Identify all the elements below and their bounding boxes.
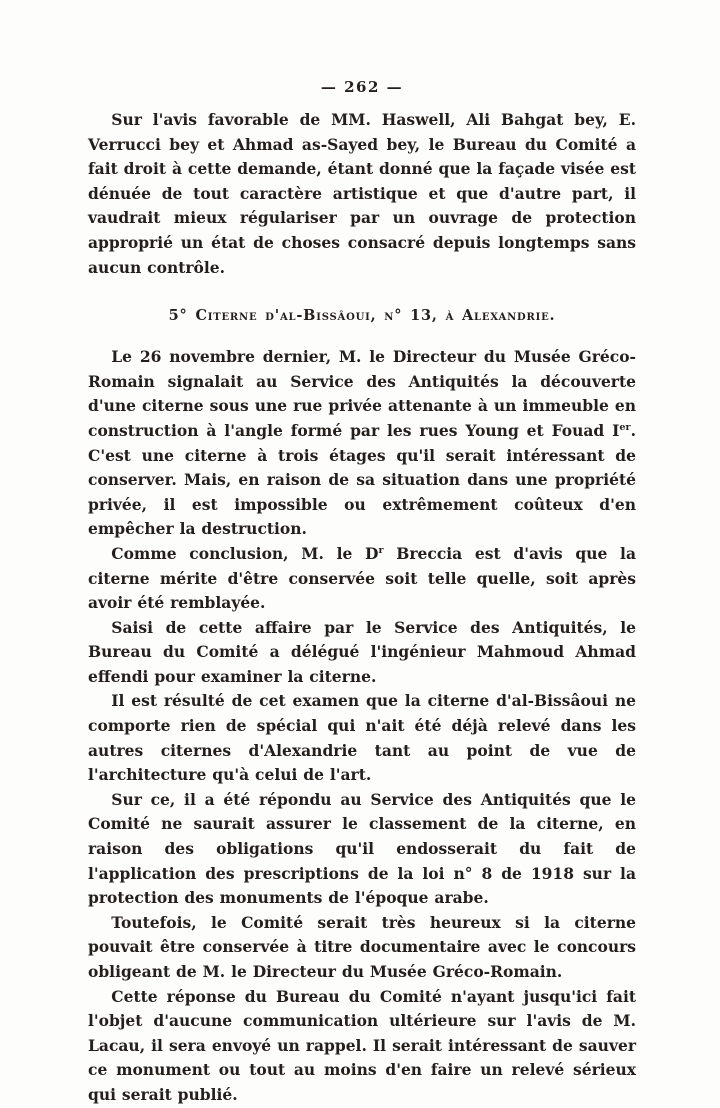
paragraph-breccia: [88, 542, 636, 616]
paragraph-citerne: [88, 345, 636, 542]
paragraph-breccia-text-a: Comme conclusion, M. le D: [111, 543, 379, 563]
section-heading: 5° Citerne d'al-Bissâoui, n° 13, à Alexandrie.: [168, 307, 556, 325]
paragraph-intro: Sur l'avis favorable de MM. Haswell, Ali Bahgat bey, E. Verrucci bey et Ahmad as-Sayed bey, le Bureau du Comité a fait droit à cette demande, étant donné que la façade visée est dénuée de tout caractère artistique et que d'autre part, il vaudrait mieux régulariser par un ouvrage de protection approprié un état de choses consacré depuis longtemps sans aucun contrôle.: [88, 110, 636, 277]
paragraph-rappel: Cette réponse du Bureau du Comité n'ayant jusqu'ici fait l'objet d'aucune communication ultérieure sur l'avis de M. Lacau, il sera envoyé un rappel. Il serait intéressant de sauver ce monument ou tout au moins d'en faire un relevé sérieux qui serait publié.: [88, 986, 636, 1104]
paragraph-reponse: Sur ce, il a été répondu au Service des Antiquités que le Comité ne saurait assurer le classement de la citerne, en raison des obligations qu'il endosserait du fait de l'application des prescriptions de la loi n° 8 de 1918 sur la protection des monuments de l'époque arabe.: [88, 789, 636, 908]
paragraph-toutefois: Toutefois, le Comité serait très heureux si la citerne pouvait être conservée à titre documentaire avec le concours obligeant de M. le Directeur du Musée Gréco-Romain.: [88, 912, 636, 981]
paragraph-breccia-text-b: Breccia est d'avis que la citerne mérite d'être conservée soit telle quelle, soit après avoir été remblayée.: [88, 543, 636, 613]
ordinal-superscript: r: [378, 544, 384, 556]
page-number: — 262 —: [320, 78, 404, 96]
paragraph-resultat: Il est résulté de cet examen que la citerne d'al-Bissâoui ne comporte rien de spécial qui n'ait été déjà relevé dans les autres citernes d'Alexandrie tant au point de vue de l'architecture qu'à celui de l'art.: [88, 691, 636, 785]
paragraph-citerne-text-b: . C'est une citerne à trois étages qu'il serait intéressant de conserver. Mais, en raison de sa situation dans une propriété privée, il est impossible ou extrêmement coûteux d'en empêcher la destruction.: [88, 420, 636, 539]
ordinal-superscript: er: [619, 421, 631, 433]
paragraph-saisi: Saisi de cette affaire par le Service des Antiquités, le Bureau du Comité a délégué l'ingénieur Mahmoud Ahmad effendi pour examiner la citerne.: [88, 617, 636, 686]
paragraph-citerne-text-a: Le 26 novembre dernier, M. le Directeur du Musée Gréco-Romain signalait au Service des Antiquités la découverte d'une citerne sous une rue privée attenante à un immeuble en construction à l'angle formé par les rues Young et Fouad I: [88, 347, 636, 440]
